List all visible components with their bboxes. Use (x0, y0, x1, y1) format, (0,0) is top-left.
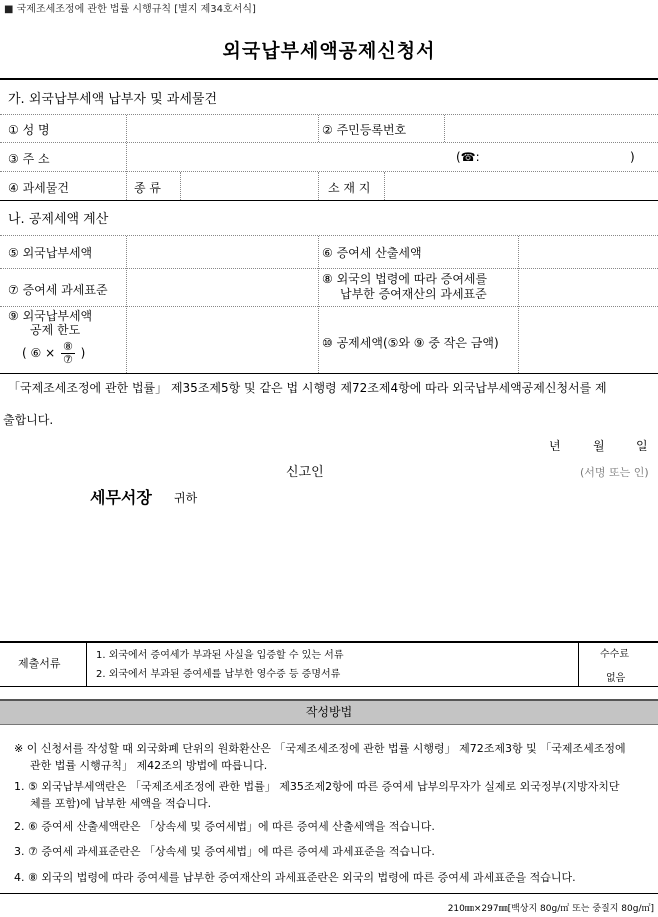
docs-item-2: 2. 외국에서 부과된 증여세를 납부한 영수증 등 증명서류 (96, 669, 341, 680)
location-label: 소 재 지 (328, 181, 371, 195)
foreign-tax-field[interactable] (128, 236, 318, 268)
divider (86, 642, 87, 686)
instruction-note-4: 4. ⑧ 외국의 법령에 따라 증여세를 납부한 증여재산의 과세표준란은 외국의 법령에 따른 증여세 과세표준을 적습니다. (14, 871, 576, 884)
divider (578, 642, 579, 686)
gift-tax-calc-label: ⑥ 증여세 산출세액 (322, 246, 422, 260)
gift-tax-calc-field[interactable] (520, 236, 656, 268)
tax-office-head: 세무서장 (90, 488, 152, 507)
form-title: 외국납부세액공제신청서 (222, 40, 436, 62)
credit-limit-label (8, 309, 92, 366)
divider (0, 373, 658, 374)
formula-fraction (61, 341, 75, 366)
credit-limit-label-line2: 공제 한도 (30, 323, 81, 337)
instruction-note-0 (14, 740, 650, 774)
divider (318, 172, 319, 200)
applicant-field[interactable] (340, 458, 570, 478)
credit-amount-field[interactable] (520, 307, 656, 373)
section-b-header: 나. 공제세액 계산 (8, 212, 109, 227)
signature-hint: (서명 또는 인) (580, 466, 649, 479)
foreign-tax-label: ⑤ 외국납부세액 (8, 246, 93, 260)
docs-label: 제출서류 (18, 657, 61, 670)
addressee-suffix: 귀하 (174, 491, 198, 505)
instructions-header: 작성방법 (0, 699, 658, 725)
object-label: ④ 과세물건 (8, 181, 69, 195)
divider (180, 172, 181, 200)
address-field[interactable] (128, 143, 448, 171)
divider (318, 236, 319, 373)
foreign-base-label (322, 272, 487, 302)
divider (0, 641, 658, 643)
name-label: ① 성 명 (8, 123, 50, 137)
foreign-base-label-line1: ⑧ 외국의 법령에 따라 증여세를 (322, 272, 488, 286)
name-field[interactable] (128, 115, 318, 142)
instruction-note-2: 2. ⑥ 증여세 산출세액란은 「상속세 및 증여세법」에 따른 증여세 산출세액을 적습니다. (14, 820, 435, 833)
date-day: 일 (636, 439, 648, 453)
gift-tax-base-field[interactable] (128, 269, 318, 306)
formula-numerator: ⑧ (62, 340, 73, 353)
divider (444, 115, 445, 142)
credit-limit-formula (8, 341, 92, 366)
divider (126, 115, 127, 200)
formula-prefix: ( ⑥ × (22, 346, 56, 360)
instruction-note-0-line2: 관한 법률 시행규칙」 제42조의 방법에 따릅니다. (30, 759, 268, 772)
paper-spec: 210㎜×297㎜[백상지 80g/㎡ 또는 중질지 80g/㎡] (447, 904, 654, 914)
divider (0, 686, 658, 687)
instruction-note-1-line1: 1. ⑤ 외국납부세액란은 「국제조세조정에 관한 법률」 제35조제2항에 따른 증여세 납부의무자가 실제로 외국정부(지방자치단 (14, 780, 620, 793)
phone-close: ) (630, 150, 635, 164)
gift-tax-base-label: ⑦ 증여세 과세표준 (8, 283, 108, 297)
instruction-note-0-line1: ※ 이 신청서를 작성할 때 외국화폐 단위의 원화환산은 「국제조세조정에 관한 법률 시행령」 제72조제3항 및 「국제조세조정에 (14, 742, 626, 755)
divider (0, 893, 658, 894)
address-label: ③ 주 소 (8, 152, 50, 166)
location-field[interactable] (386, 172, 656, 200)
phone-field[interactable] (480, 143, 630, 171)
foreign-base-label-line2: 납부한 증여재산의 과세표준 (340, 287, 487, 301)
credit-amount-label: ⑩ 공제세액(⑤와 ⑨ 중 작은 금액) (322, 336, 499, 350)
instruction-note-1-line2: 체를 포함)에 납부한 세액을 적습니다. (30, 797, 212, 810)
statement-line1: 「국제조세조정에 관한 법률」 제35조제5항 및 같은 법 시행령 제72조제4항에 따라 외국납부세액공제신청서를 제 (8, 381, 607, 395)
rrn-field[interactable] (446, 115, 656, 142)
divider (126, 236, 127, 373)
divider (0, 200, 658, 201)
kind-label: 종 류 (134, 181, 161, 195)
applicant-label: 신고인 (286, 465, 324, 480)
credit-limit-field[interactable] (128, 307, 318, 373)
divider (0, 78, 658, 80)
form-reference: ■ 국제조세조정에 관한 법률 시행규칙 [별지 제34호서식] (4, 4, 256, 15)
divider (318, 115, 319, 142)
statement-line2: 출합니다. (3, 413, 54, 427)
divider (384, 172, 385, 200)
formula-suffix: ) (80, 346, 86, 360)
formula-denominator: ⑦ (62, 353, 73, 366)
section-a-header: 가. 외국납부세액 납부자 및 과세물건 (8, 92, 218, 107)
date-year: 년 (549, 439, 561, 453)
rrn-label: ② 주민등록번호 (322, 123, 407, 137)
kind-field[interactable] (182, 172, 318, 200)
instruction-note-1 (14, 778, 650, 812)
fee-value: 없음 (606, 673, 626, 684)
date-month: 월 (593, 439, 605, 453)
docs-item-1: 1. 외국에서 증여세가 부과된 사실을 입증할 수 있는 서류 (96, 650, 344, 661)
credit-limit-label-line1: ⑨ 외국납부세액 (8, 309, 93, 323)
foreign-base-field[interactable] (520, 269, 656, 306)
fee-label: 수수료 (600, 649, 629, 660)
instruction-note-3: 3. ⑦ 증여세 과세표준란은 「상속세 및 증여세법」에 따른 증여세 과세표준을 적습니다. (14, 845, 435, 858)
phone-label: (☎: (456, 150, 480, 164)
divider (518, 236, 519, 373)
